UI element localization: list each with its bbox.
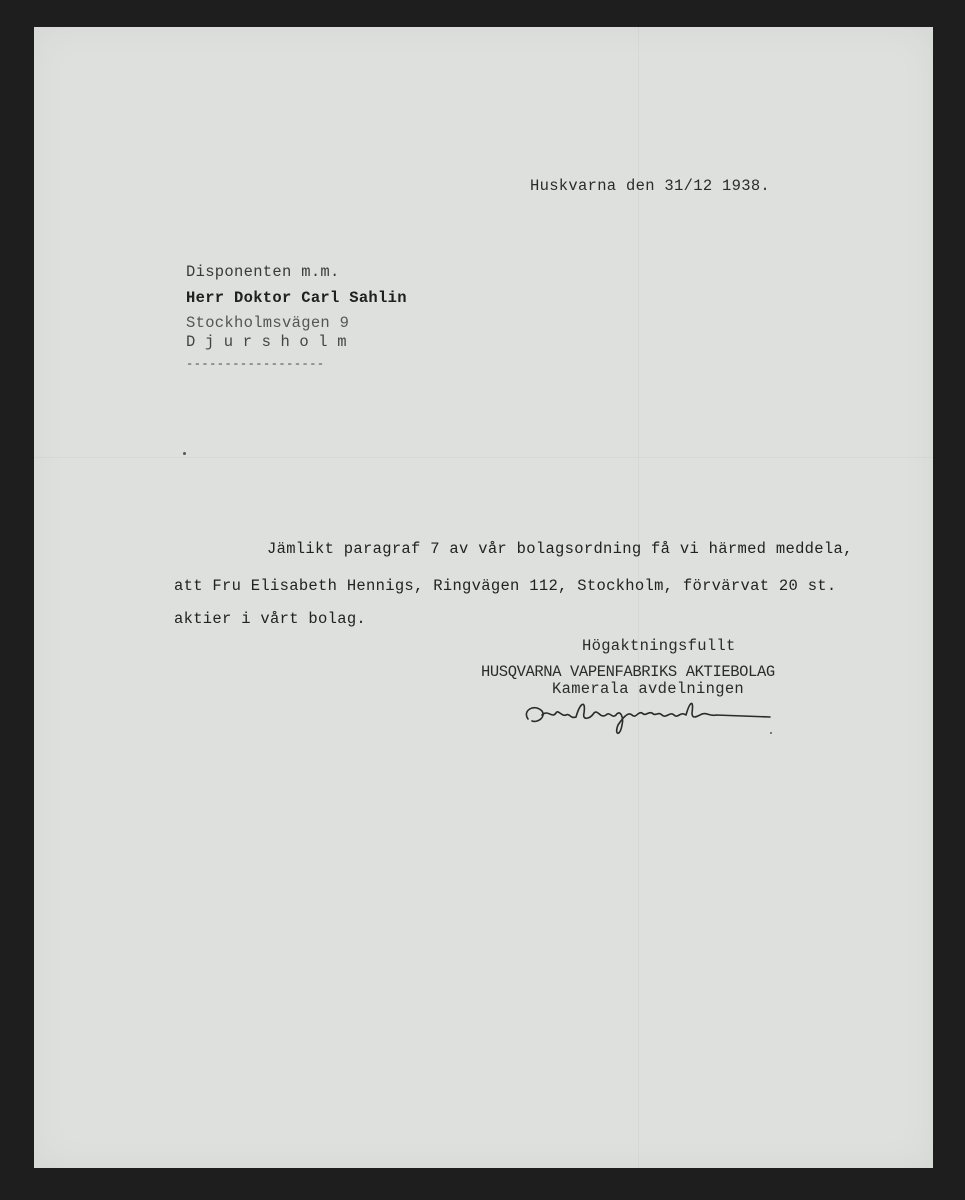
closing-salutation: Högaktningsfullt	[582, 637, 736, 655]
body-line-1: Jämlikt paragraf 7 av vår bolagsordning få vi härmed meddela,	[267, 540, 853, 558]
recipient-title: Disponenten m.m.	[186, 263, 340, 281]
body-line-2: att Fru Elisabeth Hennigs, Ringvägen 112, Stockholm, förvärvat 20 st.	[174, 577, 837, 595]
company-name: HUSQVARNA VAPENFABRIKS AKTIEBOLAG	[481, 663, 775, 681]
paper-fold-vertical	[638, 27, 639, 1168]
body-line-3: aktier i vårt bolag.	[174, 610, 367, 628]
handwritten-signature	[520, 689, 780, 745]
paper-speck	[770, 732, 772, 734]
recipient-name: Herr Doktor Carl Sahlin	[186, 289, 407, 307]
letter-page	[34, 27, 933, 1168]
recipient-street: Stockholmsvägen 9	[186, 314, 350, 332]
recipient-underline: ------------------	[186, 357, 325, 371]
department-name: Kamerala avdelningen	[552, 680, 745, 698]
recipient-city: Djursholm	[186, 333, 357, 351]
paper-fold-horizontal	[34, 457, 933, 458]
paper-speck	[183, 452, 186, 455]
dateline: Huskvarna den 31/12 1938.	[530, 177, 771, 195]
